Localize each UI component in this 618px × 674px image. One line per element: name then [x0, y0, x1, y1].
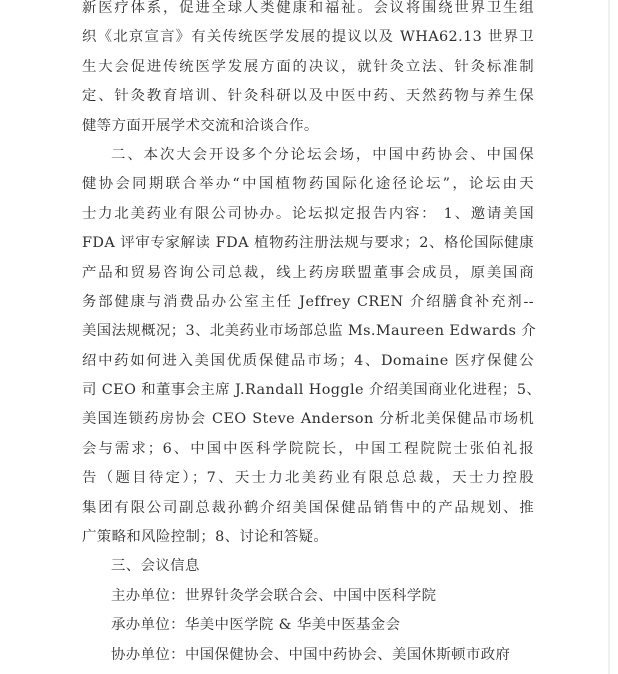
text-line: 定、针灸教育培训、针灸科研以及中医中药、天然药物与养生保	[82, 88, 534, 105]
text-line: 司 CEO 和董事会主席 J.Randall Hoggle 介绍美国商业化进程；5、	[82, 382, 542, 399]
paragraph-1	[82, 0, 534, 141]
paragraph-2	[82, 141, 542, 552]
text-line: FDA 评审专家解读 FDA 植物药注册法规与要求；2、格伦国际健康	[82, 235, 534, 252]
document-body	[82, 0, 542, 670]
text-line: 士力北美药业有限公司协办。论坛拟定报告内容： 1、邀请美国	[82, 205, 534, 222]
text-line: 新医疗体系，促进全球人类健康和福祉。会议将围绕世界卫生组	[82, 0, 534, 16]
page-edge	[608, 0, 610, 674]
text-line: 二、本次大会开设多个分论坛会场，中国中药协会、中国保	[111, 146, 534, 163]
section-heading: 三、会议信息	[111, 558, 200, 575]
section-3	[82, 552, 534, 670]
text-line: 广策略和风险控制；8、讨论和答疑。	[82, 529, 329, 546]
co-organizer-line: 协办单位：中国保健协会、中国中药协会、美国休斯顿市政府	[111, 646, 511, 663]
text-line: 织《北京宣言》有关传统医学发展的提议以及 WHA62.13 世界卫	[82, 29, 534, 46]
text-line: 务部健康与消费品办公室主任 Jeffrey CREN 介绍膳食补充剂--	[82, 293, 534, 310]
text-line: 告（题目待定）；7、天士力北美药业有限总总裁，天士力控股	[82, 470, 534, 487]
text-line: 集团有限公司副总裁孙鹤介绍美国保健品销售中的产品规划、推	[82, 499, 534, 516]
host-line: 主办单位：世界针灸学会联合会、中国中医科学院	[111, 587, 437, 604]
text-line: 美国连锁药房协会 CEO Steve Anderson 分析北美保健品市场机	[82, 411, 534, 428]
text-line: 生大会促进传统医学发展方面的决议，就针灸立法、针灸标准制	[82, 58, 534, 75]
text-line: 健等方面开展学术交流和洽谈合作。	[82, 117, 319, 134]
text-line: 会与需求；6、中国中医科学院院长，中国工程院院士张伯礼报	[82, 440, 534, 457]
text-line: 绍中药如何进入美国优质保健品市场；4、Domaine 医疗保健公	[82, 352, 534, 369]
organizer-line: 承办单位：华美中医学院 & 华美中医基金会	[111, 617, 401, 634]
text-line: 美国法规概况；3、北美药业市场部总监 Ms.Maureen Edwards 介	[82, 323, 537, 340]
text-line: 健协会同期联合举办“中国植物药国际化途径论坛”，论坛由天	[82, 176, 534, 193]
text-line: 产品和贸易咨询公司总裁，线上药房联盟董事会成员，原美国商	[82, 264, 534, 281]
